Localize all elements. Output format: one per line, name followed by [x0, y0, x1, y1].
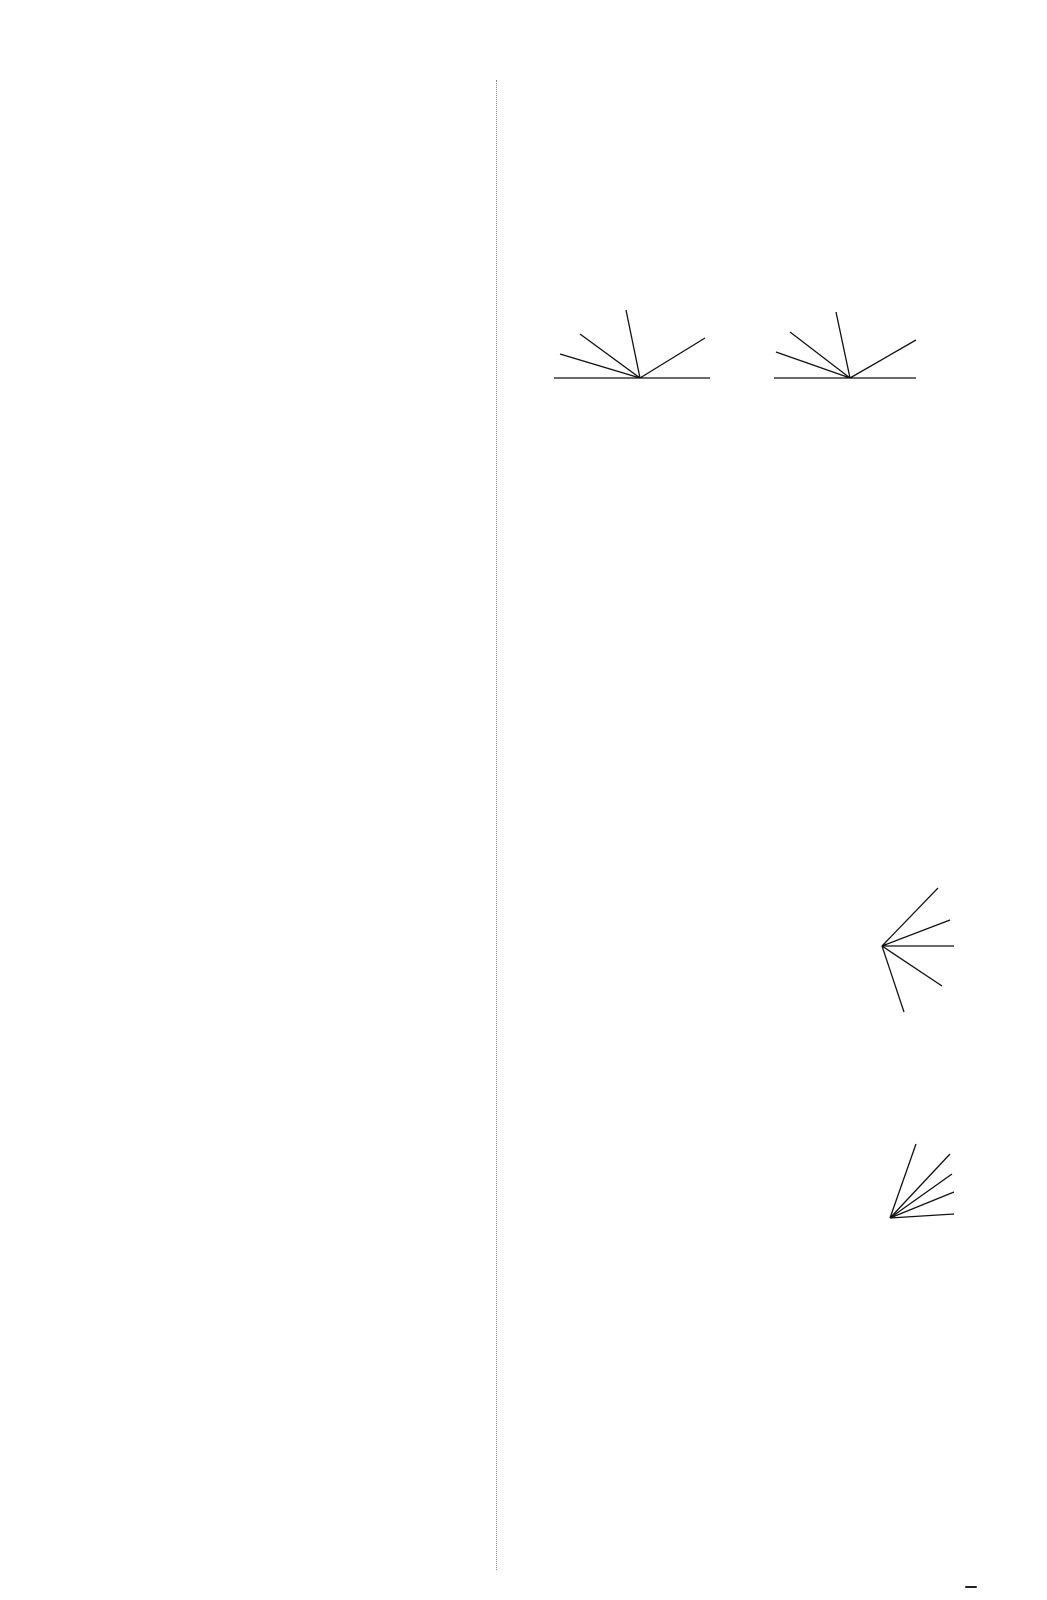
figure-q14-1 [858, 870, 978, 1050]
figure-q14-2 [870, 1122, 980, 1254]
figure-q10-2 [774, 312, 916, 378]
page-number [965, 1586, 977, 1588]
figure-q10-1 [554, 310, 710, 378]
figure-q10 [540, 296, 960, 426]
column-divider [496, 80, 497, 1570]
